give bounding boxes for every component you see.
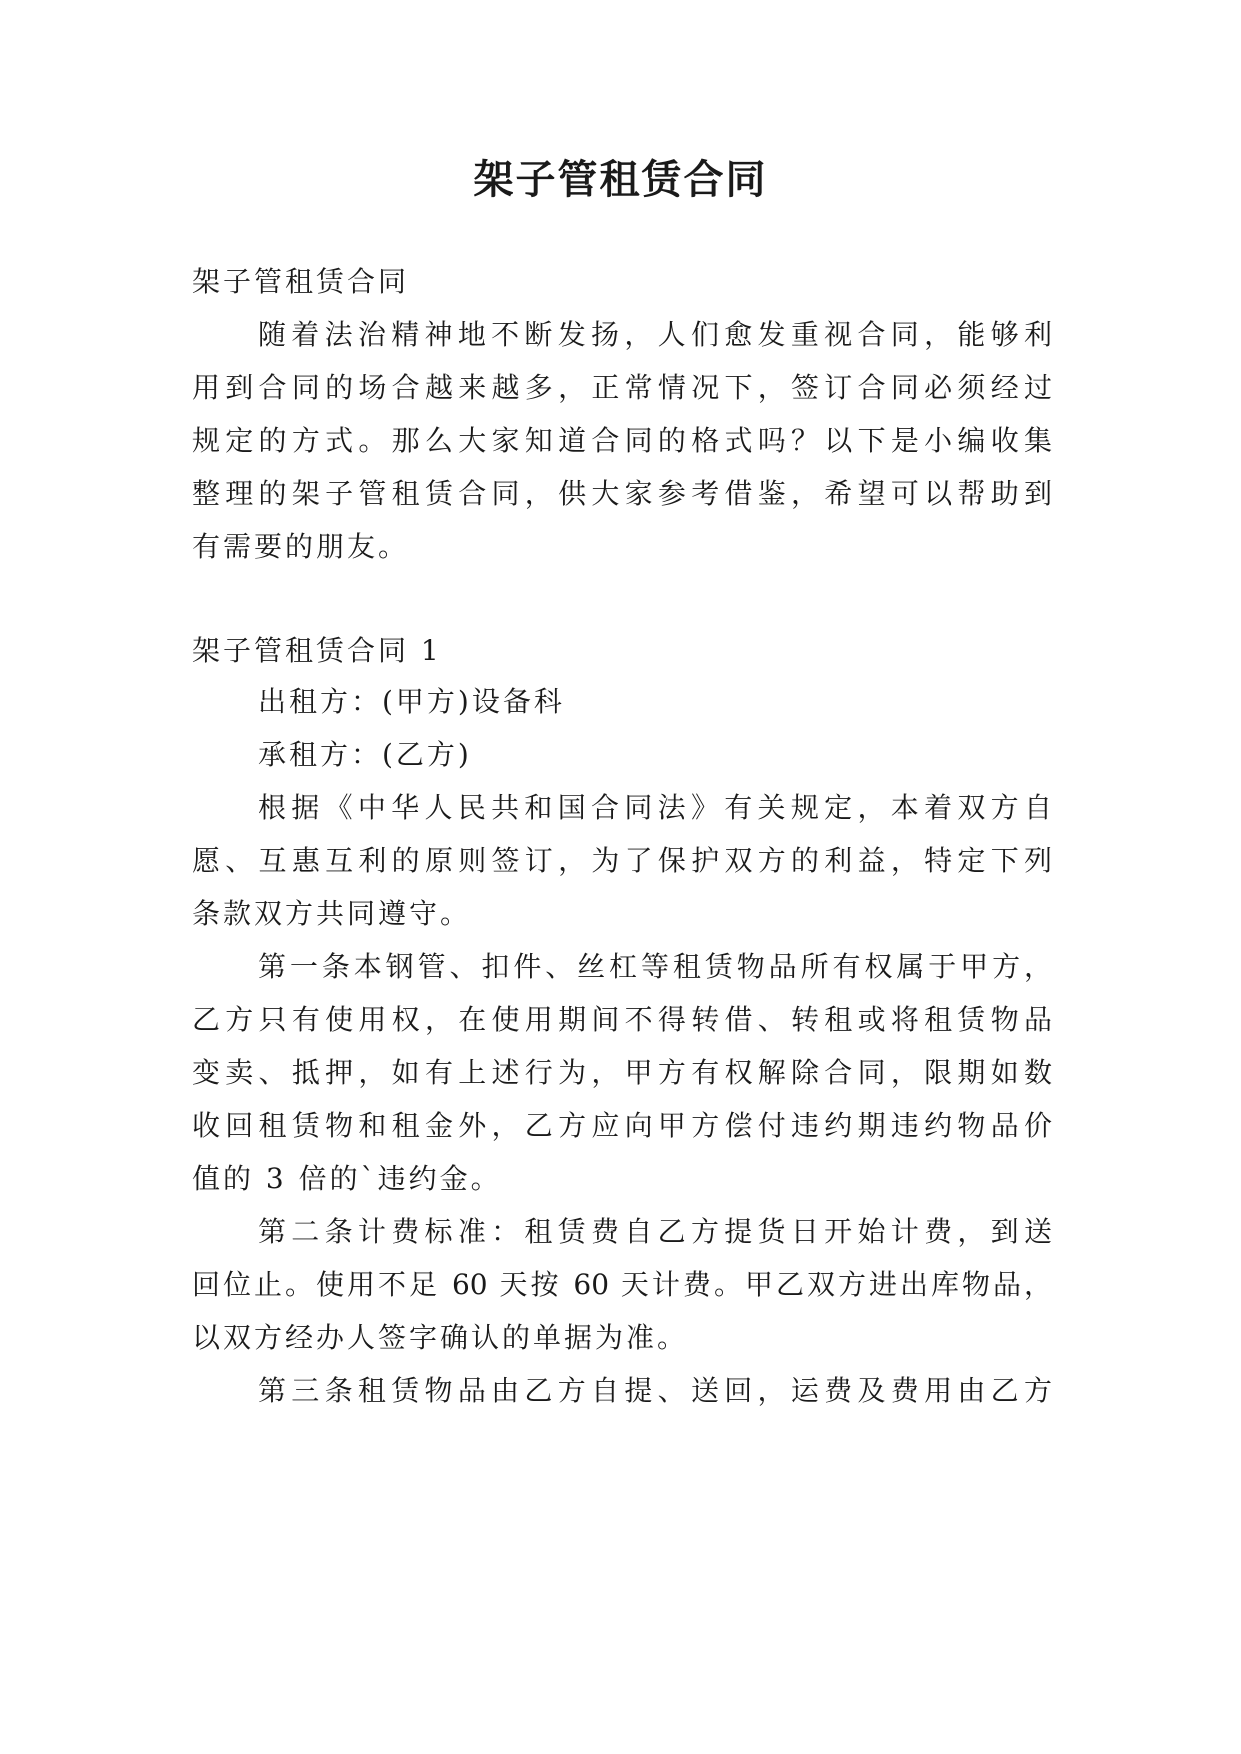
article1-line: 收回租赁物和租金外，乙方应向甲方偿付违约期违约物品价 [192,1109,1052,1142]
article2-line: 第二条计费标准：租赁费自乙方提货日开始计费，到送 [258,1215,1052,1248]
document-title: 架子管租赁合同 [473,157,768,203]
article2-line: 回位止。使用不足 60 天按 60 天计费。甲乙双方进出库物品， [192,1268,1052,1301]
lessor-line: 出租方：(甲方)设备科 [258,685,565,718]
article1-line: 第一条本钢管、扣件、丝杠等租赁物品所有权属于甲方， [258,950,1052,983]
section-heading: 架子管租赁合同 1 [192,634,442,667]
article2-line: 以双方经办人签字确认的单据为准。 [192,1321,689,1354]
intro-line: 规定的方式。那么大家知道合同的格式吗？以下是小编收集 [192,424,1052,457]
article1-line: 变卖、抵押，如有上述行为，甲方有权解除合同，限期如数 [192,1056,1052,1089]
document-subtitle: 架子管租赁合同 [192,265,410,298]
article3-line: 第三条租赁物品由乙方自提、送回，运费及费用由乙方 [258,1374,1052,1407]
basis-line: 条款双方共同遵守。 [192,897,472,930]
intro-line: 用到合同的场合越来越多，正常情况下，签订合同必须经过 [192,371,1052,404]
basis-line: 愿、互惠互利的原则签订，为了保护双方的利益，特定下列 [192,844,1052,877]
article1-line: 乙方只有使用权，在使用期间不得转借、转租或将租赁物品 [192,1003,1052,1036]
intro-line: 有需要的朋友。 [192,530,410,563]
lessee-line: 承租方：(乙方) [258,738,472,771]
basis-line: 根据《中华人民共和国合同法》有关规定，本着双方自 [258,791,1052,824]
intro-line: 随着法治精神地不断发扬，人们愈发重视合同，能够利 [258,318,1052,351]
intro-line: 整理的架子管租赁合同，供大家参考借鉴，希望可以帮助到 [192,477,1052,510]
article1-line: 值的 3 倍的`违约金。 [192,1162,502,1195]
